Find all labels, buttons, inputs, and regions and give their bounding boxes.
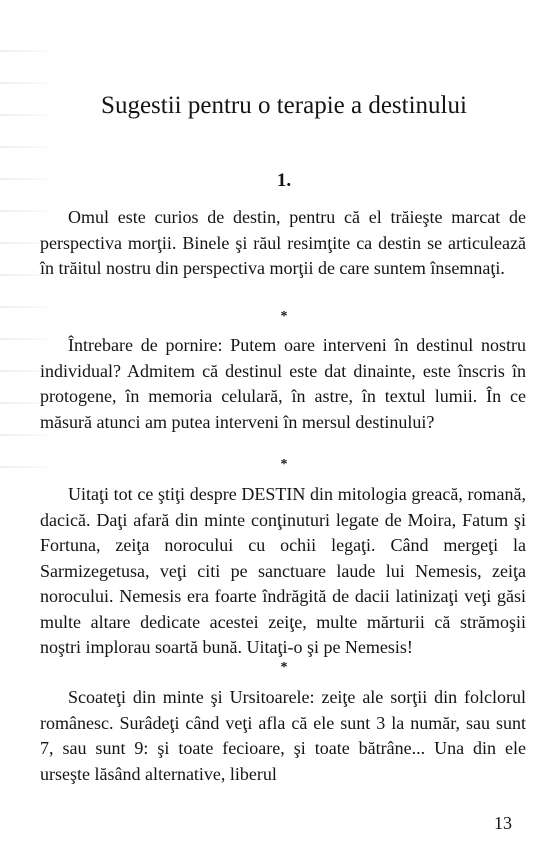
paragraph-2: Întrebare de pornire: Putem oare interveni în destinul nostru individual? Admitem că destinul este dat dinainte, este înscris în protogene, în memoria celulară, în astre, în textul lumii. În ce măsură atunci am putea interveni în mersul destinului? [40, 335, 526, 432]
page-number: 13 [494, 813, 512, 833]
chapter-title: Sugestii pentru o terapie a destinului [101, 92, 467, 119]
separator-star: * [280, 660, 288, 675]
separator-star: * [280, 309, 288, 324]
section-number: 1. [276, 170, 292, 191]
paragraph-1: Omul este curios de destin, pentru că el trăieşte marcat de perspectiva morţii. Binele şi răul resimţite ca destin se articulează în trăitul nostru din perspectiva morţii de care suntem însemnaţi. [40, 207, 526, 278]
paragraph-3: Uitaţi tot ce ştiţi despre DESTIN din mitologia greacă, romană, dacică. Daţi afară din minte conţinuturi legate de Moira, Fatum şi Fortuna, zeiţa norocului cu ochii legaţi. Când mergeţi la Sarmizegetusa, veţi citi pe sanctuare laude lui Nemesis, zeiţa norocului. Nemesis era foarte îndrăgită de dacii latinizaţi veţi găsi multe altare dedicate acestei zeiţe, multe mărturii că strămoşii noştri implorau soartă bună. Uitaţi-o şi pe Nemesis! [40, 484, 526, 657]
separator-star: * [280, 457, 288, 472]
paragraph-4: Scoateţi din minte şi Ursitoarele: zeiţe ale sorţii din folclorul românesc. Surâdeţi când veţi afla că ele sunt 3 la număr, sau sunt 7, sau sunt 9: şi toate fecioare, şi toate bătrâne... Una din ele urseşte lăsând alternative, liberul [40, 687, 526, 784]
